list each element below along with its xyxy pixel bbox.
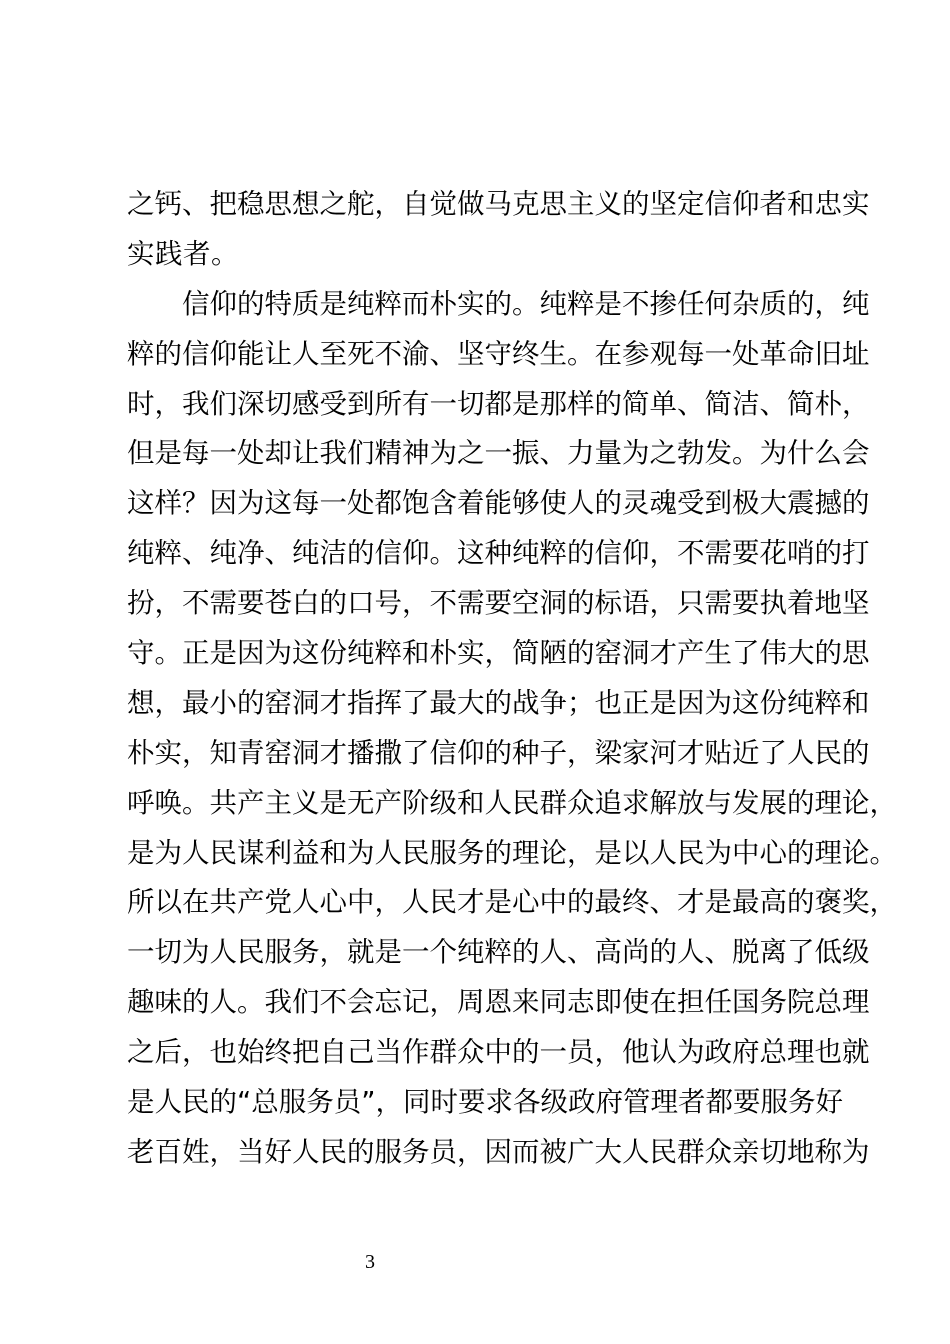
text-line-20: 老百姓，当好人民的服务员，因而被广大人民群众亲切地称为 bbox=[127, 1135, 870, 1168]
text-line-18: 之后，也始终把自己当作群众中的一员，他认为政府总理也就 bbox=[127, 1036, 870, 1069]
text-line-16: 一切为人民服务，就是一个纯粹的人、高尚的人、脱离了低级 bbox=[127, 936, 870, 969]
text-line-10: 守。正是因为这份纯粹和朴实，简陋的窑洞才产生了伟大的思 bbox=[127, 637, 870, 670]
text-line-1: 之钙、把稳思想之舵，自觉做马克思主义的坚定信仰者和忠实 bbox=[127, 188, 870, 220]
page-number: 3 bbox=[365, 1251, 375, 1273]
text-line-11: 想，最小的窑洞才指挥了最大的战争；也正是因为这份纯粹和 bbox=[127, 686, 870, 719]
text-line-9: 扮，不需要苍白的口号，不需要空洞的标语，只需要执着地坚 bbox=[127, 587, 870, 620]
text-line-19: 是人民的“总服务员”，同时要求各级政府管理者都要服务好 bbox=[127, 1086, 843, 1119]
text-line-13: 呼唤。共产主义是无产阶级和人民群众追求解放与发展的理论， bbox=[127, 786, 897, 819]
text-line-8: 纯粹、纯净、纯洁的信仰。这种纯粹的信仰，不需要花哨的打 bbox=[127, 537, 870, 570]
text-line-15: 所以在共产党人心中，人民才是心中的最终、才是最高的褒奖， bbox=[127, 886, 897, 919]
text-line-6: 但是每一处却让我们精神为之一振、力量为之勃发。为什么会 bbox=[127, 437, 870, 470]
text-line-17: 趣味的人。我们不会忘记，周恩来同志即使在担任国务院总理 bbox=[127, 986, 870, 1019]
text-line-14: 是为人民谋利益和为人民服务的理论，是以人民为中心的理论。 bbox=[127, 836, 897, 869]
text-line-4: 粹的信仰能让人至死不渝、坚守终生。在参观每一处革命旧址 bbox=[127, 337, 870, 370]
text-line-5: 时，我们深切感受到所有一切都是那样的简单、简洁、简朴， bbox=[127, 387, 870, 420]
body-text bbox=[127, 180, 897, 1178]
text-line-3: 信仰的特质是纯粹而朴实的。纯粹是不掺任何杂质的，纯 bbox=[182, 287, 870, 320]
text-line-12: 朴实，知青窑洞才播撒了信仰的种子，梁家河才贴近了人民的 bbox=[127, 736, 870, 769]
text-line-7: 这样？因为这每一处都饱含着能够使人的灵魂受到极大震撼的 bbox=[127, 487, 870, 520]
text-line-2: 实践者。 bbox=[127, 237, 239, 270]
